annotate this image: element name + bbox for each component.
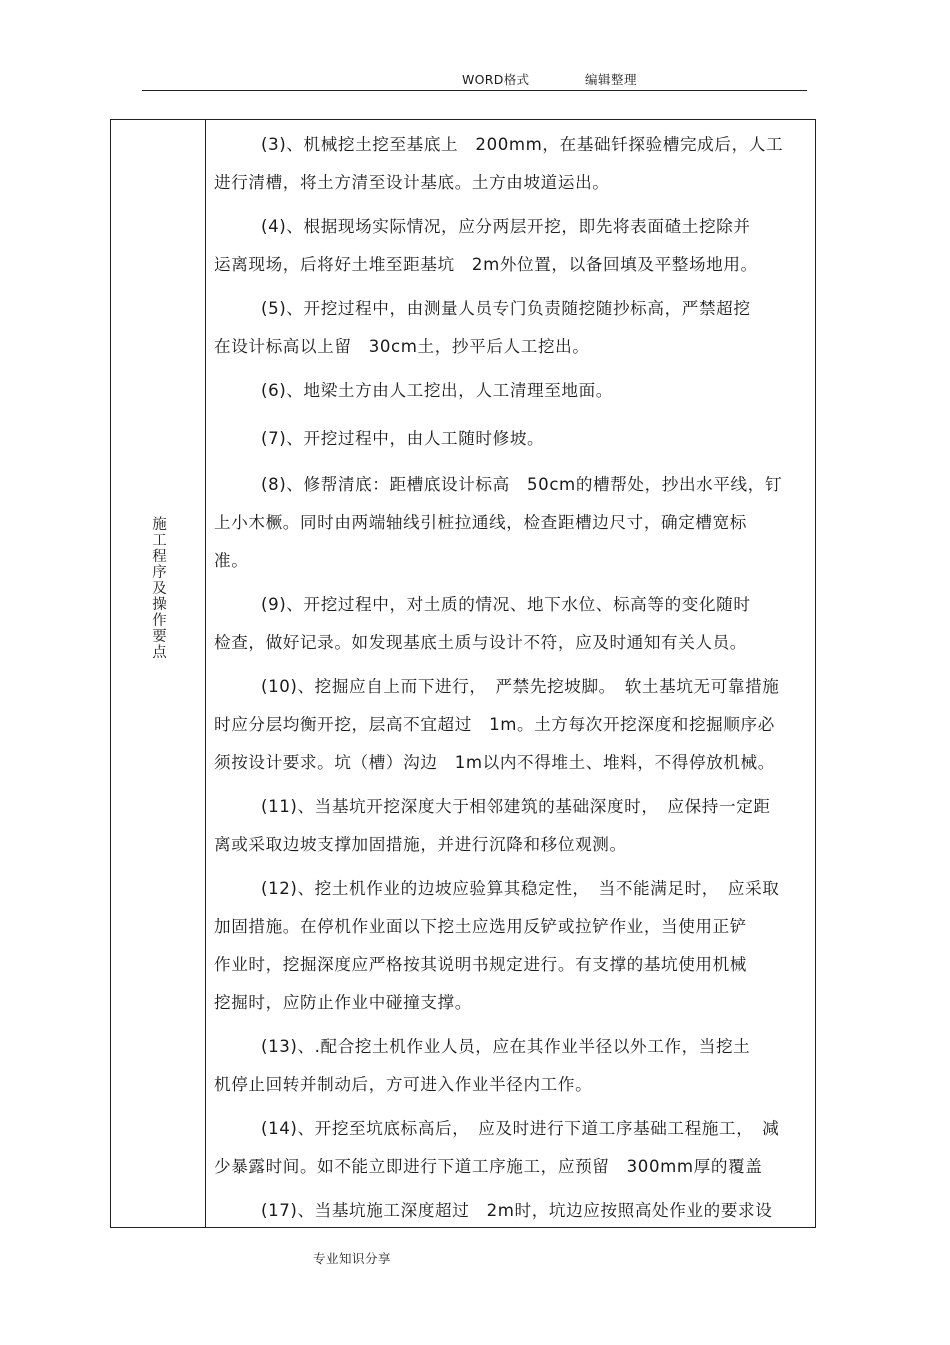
paragraph-line: 少暴露时间。如不能立即进行下道工序施工，应预留 300mm厚的覆盖 <box>214 1157 763 1176</box>
paragraph <box>214 870 814 1022</box>
paragraph-line: 准。 <box>214 551 249 570</box>
paragraph <box>214 668 814 782</box>
paragraph-line: 检查，做好记录。如发现基底土质与设计不符，应及时通知有关人员。 <box>214 633 748 652</box>
paragraph-line: (7)、开挖过程中，由人工随时修坡。 <box>261 429 545 448</box>
paragraph <box>214 1028 814 1104</box>
paragraph <box>214 208 814 284</box>
side-column <box>111 120 206 1227</box>
paragraph-line: 加固措施。在停机作业面以下挖土应选用反铲或拉铲作业，当使用正铲 <box>214 917 748 936</box>
paragraph-line: (12)、挖土机作业的边坡应验算其稳定性， 当不能满足时， 应采取 <box>261 879 780 898</box>
paragraph-line: 运离现场，后将好土堆至距基坑 2m外位置，以备回填及平整场地用。 <box>214 255 758 274</box>
paragraph-line: (10)、挖掘应自上而下进行， 严禁先挖坡脚。 软土基坑无可靠措施 <box>261 677 780 696</box>
paragraph-line: (14)、开挖至坑底标高后， 应及时进行下道工序基础工程施工， 减 <box>261 1119 780 1138</box>
page-header <box>142 68 807 91</box>
paragraph-line: 挖掘时，应防止作业中碰撞支撑。 <box>214 993 472 1012</box>
paragraph <box>214 466 814 580</box>
paragraph-line: 须按设计要求。坑（槽）沟边 1m以内不得堆土、堆料，不得停放机械。 <box>214 753 775 772</box>
paragraph-line: (13)、.配合挖土机作业人员，应在其作业半径以外工作，当挖土 <box>261 1037 751 1056</box>
paragraph-line: (6)、地梁土方由人工挖出，人工清理至地面。 <box>261 381 613 400</box>
header-format-label: WORD格式 <box>462 72 530 87</box>
paragraph-line: (11)、当基坑开挖深度大于相邻建筑的基础深度时， 应保持一定距 <box>261 797 771 816</box>
paragraph-line: 机停止回转并制动后，方可进入作业半径内工作。 <box>214 1075 593 1094</box>
paragraph-line: 离或采取边坡支撑加固措施，并进行沉降和移位观测。 <box>214 835 627 854</box>
page-footer: 专业知识分享 <box>313 1251 392 1266</box>
paragraph-line: (17)、当基坑施工深度超过 2m时，坑边应按照高处作业的要求设 <box>261 1201 773 1220</box>
paragraph <box>214 126 814 202</box>
paragraph <box>214 788 814 864</box>
paragraph <box>214 586 814 662</box>
paragraph <box>214 290 814 366</box>
paragraph-line: 作业时，挖掘深度应严格按其说明书规定进行。有支撑的基坑使用机械 <box>214 955 748 974</box>
paragraph-line: 在设计标高以上留 30cm土，抄平后人工挖出。 <box>214 337 590 356</box>
paragraph-line: (9)、开挖过程中，对土质的情况、地下水位、标高等的变化随时 <box>261 595 751 614</box>
paragraph-line: 进行清槽，将土方清至设计基底。土方由坡道运出。 <box>214 173 610 192</box>
paragraph <box>214 1110 814 1186</box>
paragraph <box>214 1192 814 1230</box>
side-label: 施工程序及操作要点 <box>150 516 166 660</box>
paragraph <box>214 420 814 458</box>
procedure-table <box>110 119 816 1228</box>
paragraph-line: (4)、根据现场实际情况，应分两层开挖，即先将表面碴土挖除并 <box>261 217 751 236</box>
header-edit-label: 编辑整理 <box>585 72 638 87</box>
paragraph-line: (8)、修帮清底：距槽底设计标高 50cm的槽帮处，抄出水平线，钉 <box>261 475 783 494</box>
paragraph-line: (3)、机械挖土挖至基底上 200mm，在基础钎探验槽完成后，人工 <box>261 135 784 154</box>
paragraph-line: (5)、开挖过程中，由测量人员专门负责随挖随抄标高，严禁超挖 <box>261 299 751 318</box>
paragraph-line: 上小木橛。同时由两端轴线引桩拉通线，检查距槽边尺寸，确定槽宽标 <box>214 513 748 532</box>
paragraph <box>214 372 814 410</box>
paragraph-line: 时应分层均衡开挖，层高不宜超过 1m。土方每次开挖深度和挖掘顺序必 <box>214 715 775 734</box>
